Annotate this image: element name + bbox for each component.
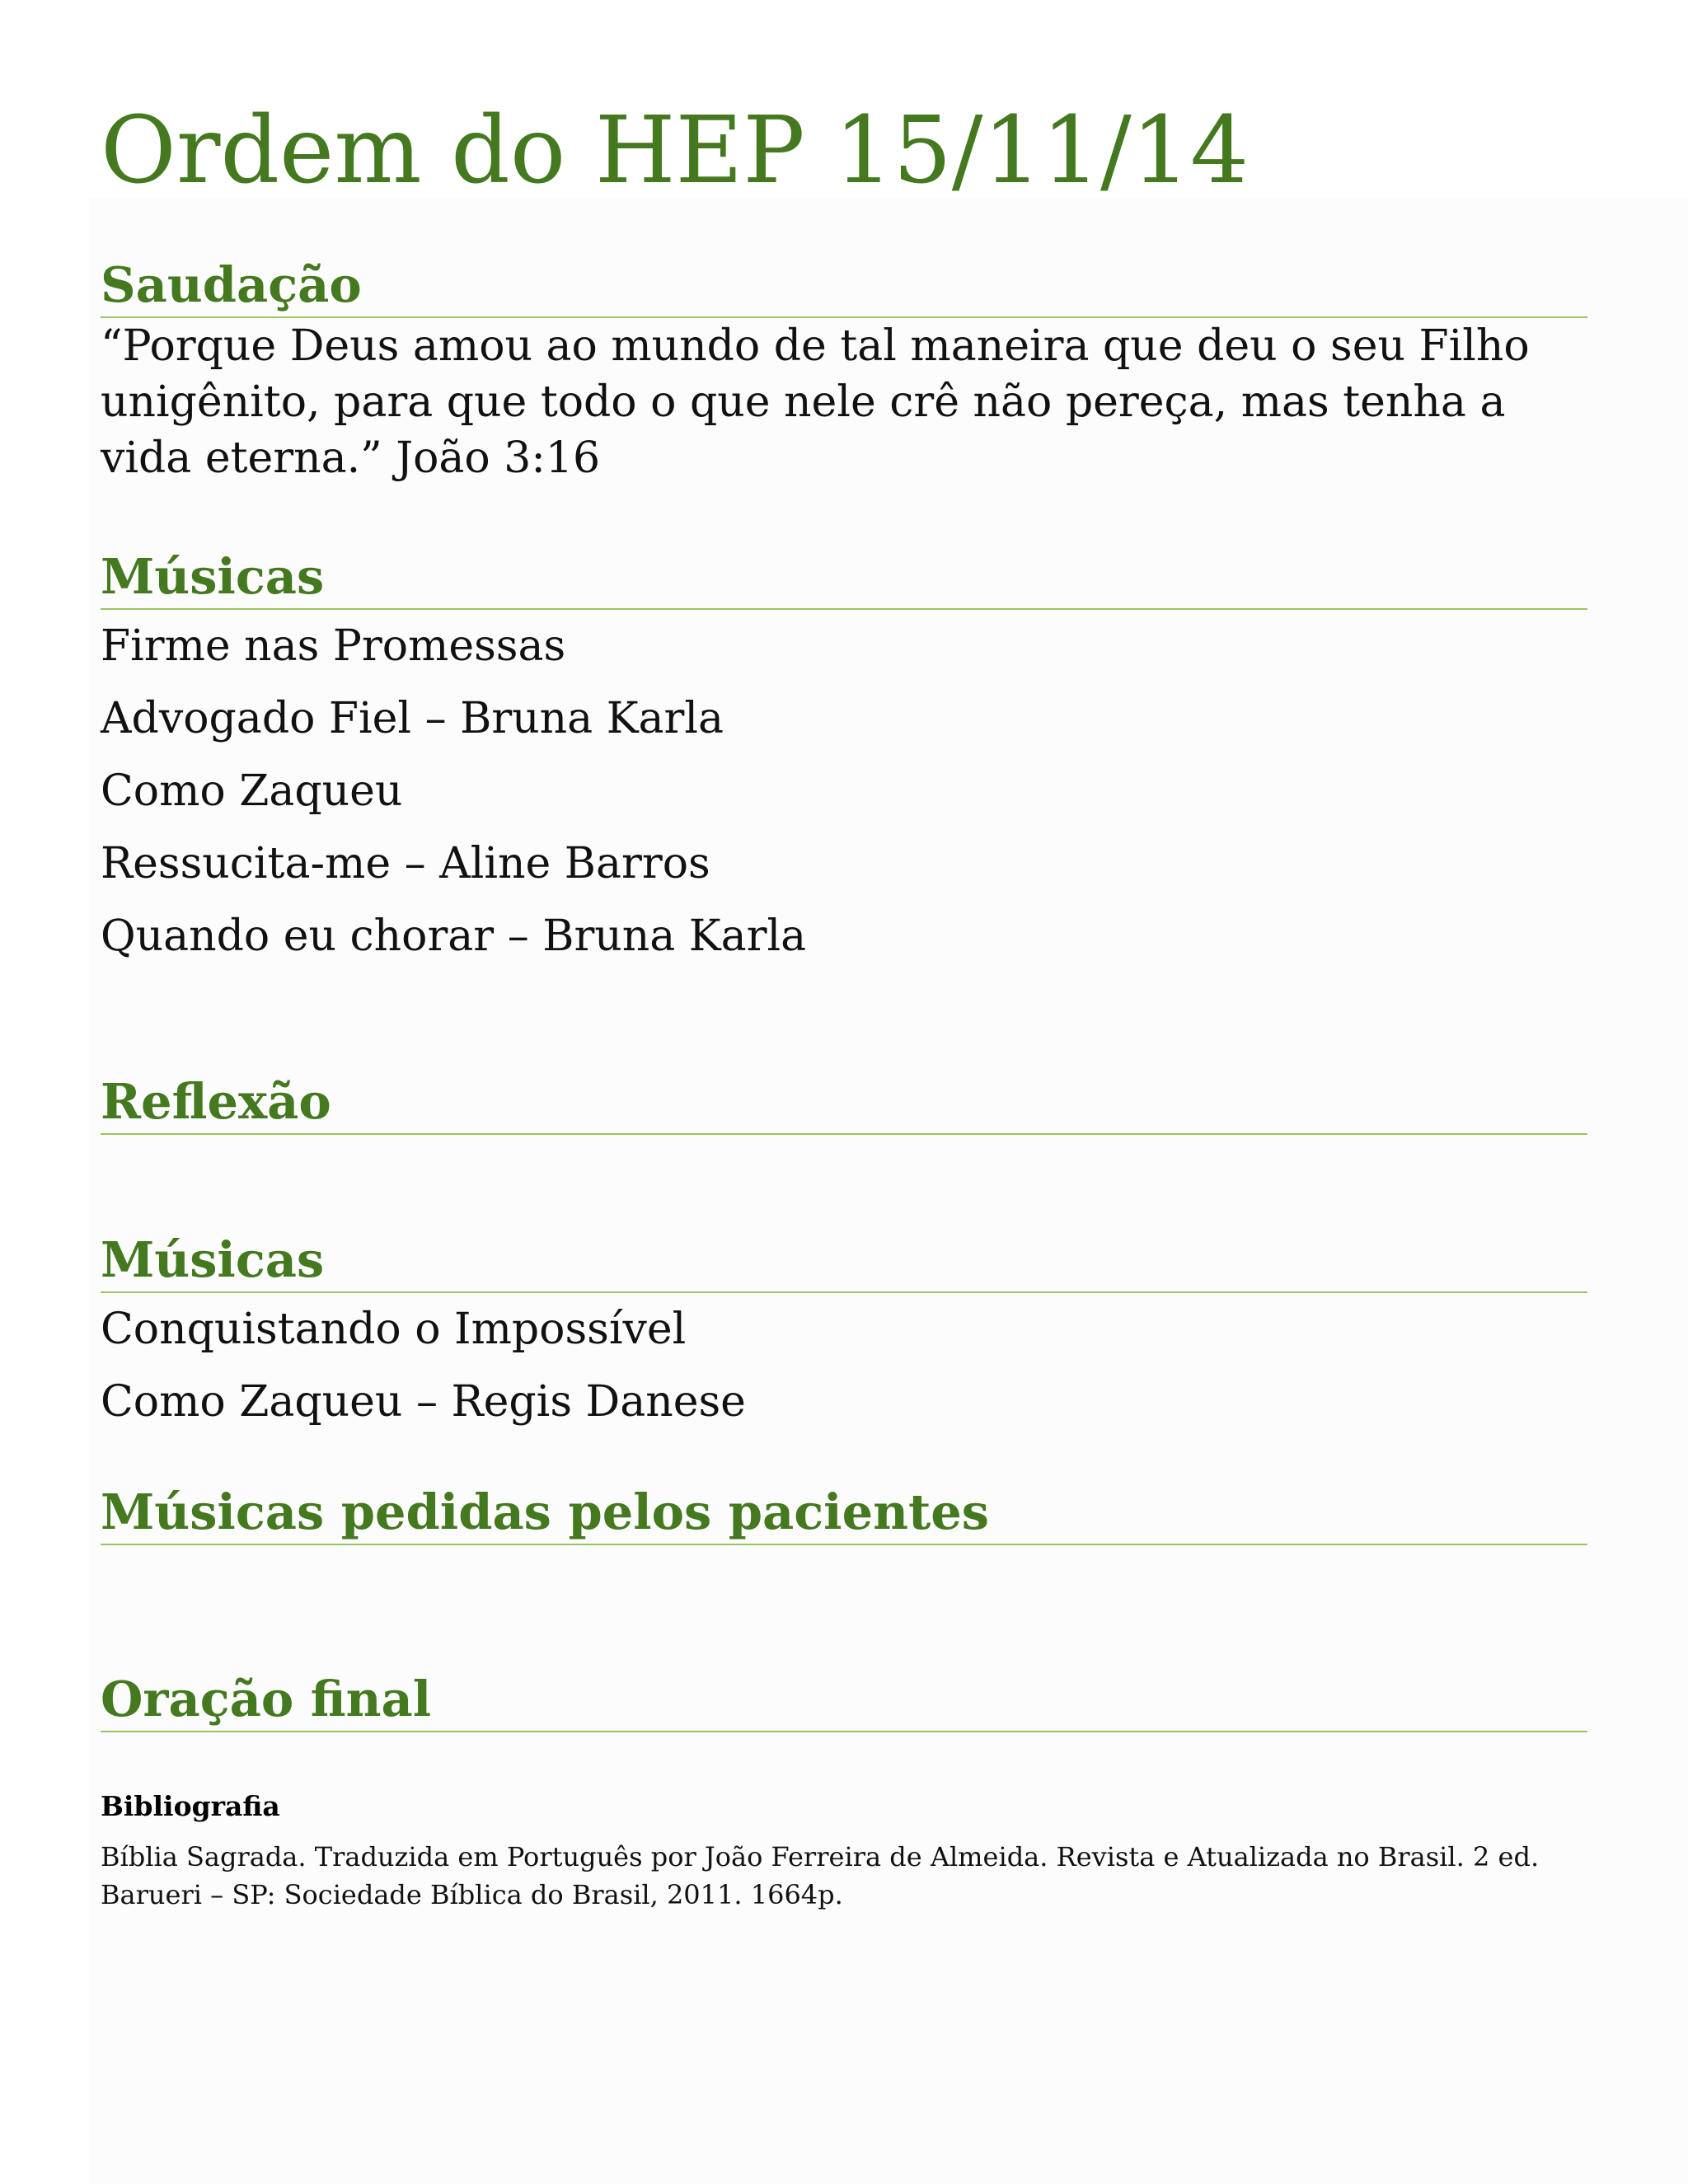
list-item: Conquistando o Impossível bbox=[101, 1305, 687, 1354]
list-item: Firme nas Promessas bbox=[101, 621, 566, 671]
song-list-1 bbox=[101, 610, 1587, 972]
section-oracao-final bbox=[101, 1668, 1587, 1732]
song-list-2 bbox=[101, 1293, 1587, 1438]
greeting-verse: “Porque Deus amou ao mundo de tal maneira que deu o seu Filho unigênito, para que todo o que nele crê não pereça, mas tenha a vida eterna.” João 3:16 bbox=[101, 321, 1530, 483]
section-heading-musicas-2: Músicas bbox=[101, 1229, 1587, 1293]
section-musicas-pedidas bbox=[101, 1481, 1587, 1545]
list-item: Como Zaqueu bbox=[101, 766, 403, 816]
list-item: Como Zaqueu – Regis Danese bbox=[101, 1377, 746, 1427]
section-heading-oracao-final: Oração final bbox=[101, 1668, 1587, 1732]
section-heading-reflexao: Reflexão bbox=[101, 1071, 1587, 1135]
section-musicas-1 bbox=[101, 546, 1587, 972]
section-reflexao bbox=[101, 1071, 1587, 1135]
document-title: Ordem do HEP 15/11/14 bbox=[101, 97, 1250, 204]
section-heading-saudacao: Saudação bbox=[101, 254, 1587, 318]
list-item: Quando eu chorar – Bruna Karla bbox=[101, 912, 807, 961]
section-musicas-2 bbox=[101, 1229, 1587, 1438]
section-saudacao bbox=[101, 254, 1587, 486]
section-heading-musicas-pedidas: Músicas pedidas pelos pacientes bbox=[101, 1481, 1587, 1545]
bibliography-heading: Bibliografia bbox=[101, 1790, 280, 1822]
list-item: Ressucita-me – Aline Barros bbox=[101, 839, 710, 888]
section-heading-musicas-1: Músicas bbox=[101, 546, 1587, 610]
list-item: Advogado Fiel – Bruna Karla bbox=[101, 694, 724, 743]
bibliography-text: Bíblia Sagrada. Traduzida em Português por João Ferreira de Almeida. Revista e Atualizada no Brasil. 2 ed. Barueri – SP: Sociedade Bíblica do Brasil, 2011. 1664p. bbox=[101, 1841, 1540, 1910]
